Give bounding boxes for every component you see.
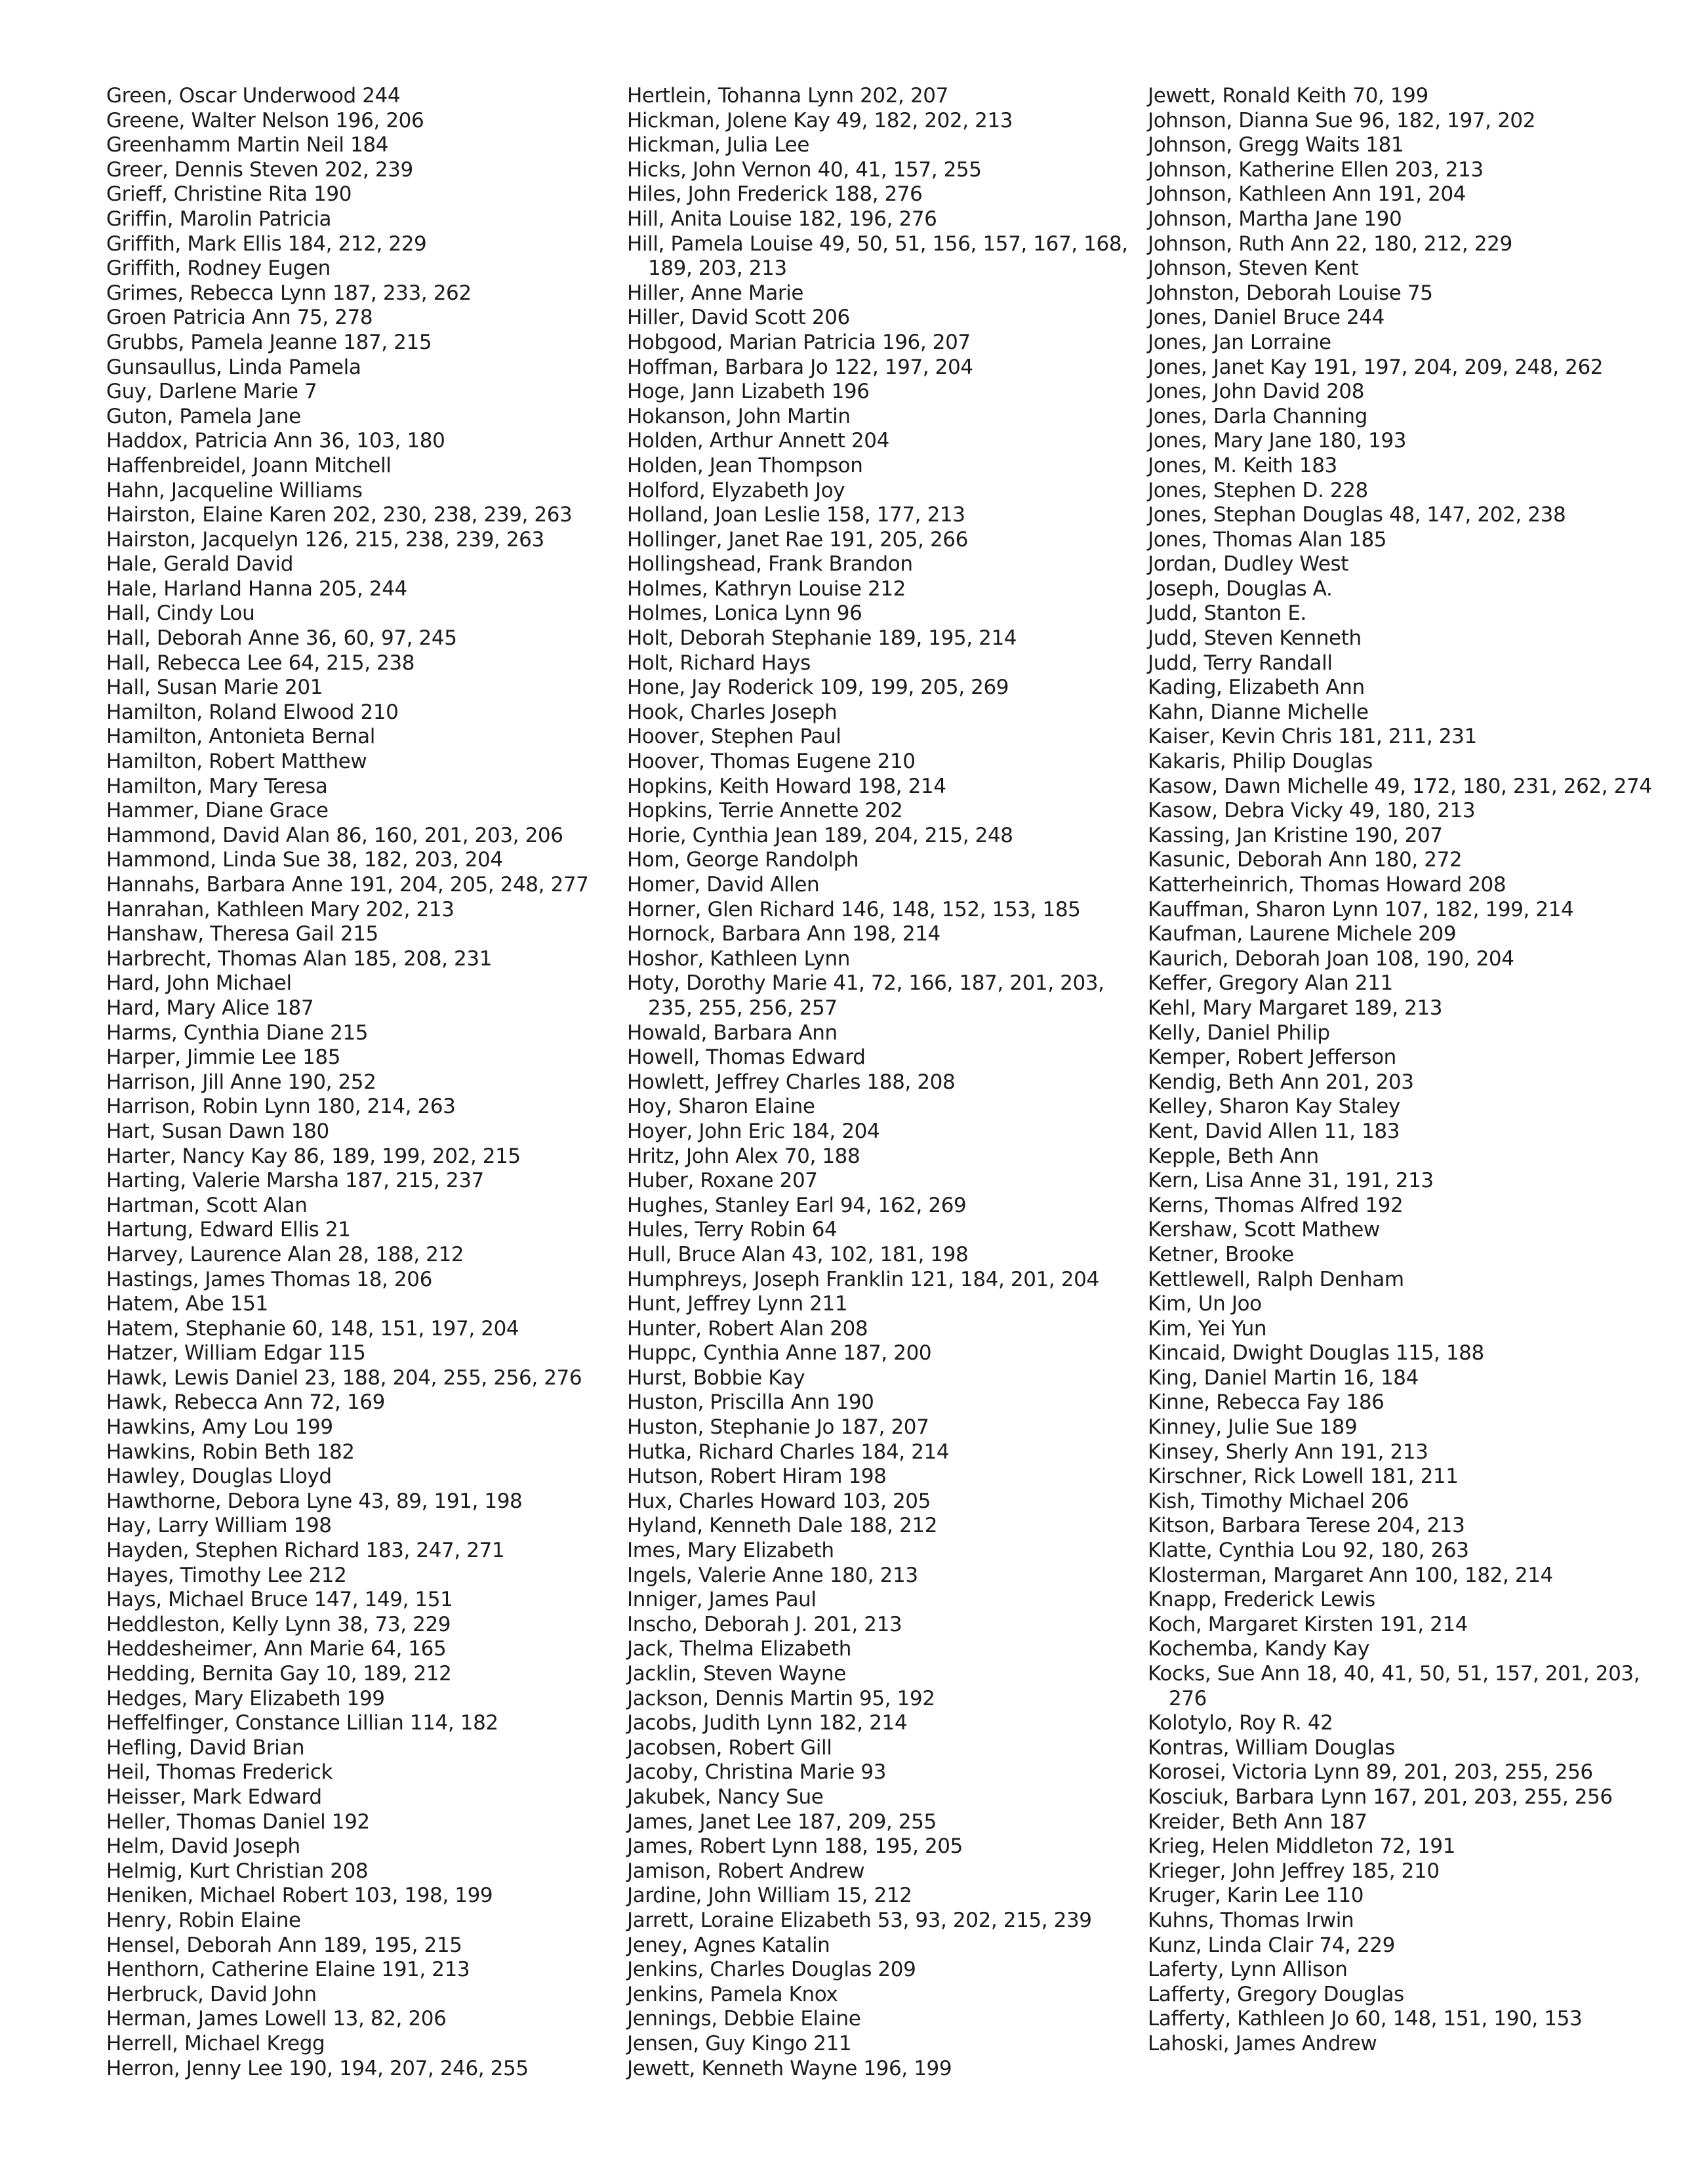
index-entry: Knapp, Frederick Lewis <box>1148 1588 1375 1612</box>
index-entry: Jacobsen, Robert Gill <box>627 1735 832 1760</box>
index-entry: Herrell, Michael Kregg <box>106 2031 325 2055</box>
index-entry: Kepple, Beth Ann <box>1148 1144 1319 1168</box>
index-entry: Hoy, Sharon Elaine <box>627 1095 815 1119</box>
index-entry: Hammond, David Alan 86, 160, 201, 203, 206 <box>106 823 563 847</box>
index-entry: Jones, Daniel Bruce 244 <box>1148 306 1385 330</box>
index-entry: Kasow, Dawn Michelle 49, 172, 180, 231, 262, 274 <box>1148 774 1652 798</box>
index-entry: Katterheinrich, Thomas Howard 208 <box>1148 873 1506 897</box>
index-entry: Kim, Yei Yun <box>1148 1316 1267 1341</box>
index-entry: Johnson, Martha Jane 190 <box>1148 207 1402 231</box>
index-entry: Haffenbreidel, Joann Mitchell <box>106 453 392 477</box>
index-entry: Hamilton, Mary Teresa <box>106 774 328 798</box>
index-entry: Jewett, Ronald Keith 70, 199 <box>1148 84 1428 108</box>
index-entry: Jones, Stephan Douglas 48, 147, 202, 238 <box>1148 503 1566 527</box>
index-entry: Lafferty, Gregory Douglas <box>1148 1982 1404 2006</box>
index-entry: Hartman, Scott Alan <box>106 1193 308 1217</box>
index-entry: Hannahs, Barbara Anne 191, 204, 205, 248, 277 <box>106 873 589 897</box>
index-entry: Homer, David Allen <box>627 873 820 897</box>
index-entry: Hritz, John Alex 70, 188 <box>627 1144 860 1168</box>
index-entry: King, Daniel Martin 16, 184 <box>1148 1365 1419 1390</box>
index-entry: Hull, Bruce Alan 43, 102, 181, 198 <box>627 1242 969 1266</box>
index-entry: Jeney, Agnes Katalin <box>627 1933 830 1957</box>
index-entry: Hoyer, John Eric 184, 204 <box>627 1119 880 1143</box>
index-entry: Kuhns, Thomas Irwin <box>1148 1908 1354 1932</box>
index-entry: Jones, Darla Channing <box>1148 404 1367 428</box>
index-entry: Harvey, Laurence Alan 28, 188, 212 <box>106 1242 464 1266</box>
index-entry: Kirschner, Rick Lowell 181, 211 <box>1148 1465 1459 1489</box>
index-entry: Heddleston, Kelly Lynn 38, 73, 229 <box>106 1612 451 1636</box>
index-entry: Hale, Gerald David <box>106 552 293 576</box>
index-entry: Kosciuk, Barbara Lynn 167, 201, 203, 255, 256 <box>1148 1785 1613 1809</box>
index-entry: Kolotylo, Roy R. 42 <box>1148 1711 1333 1735</box>
index-entry: James, Janet Lee 187, 209, 255 <box>627 1810 937 1834</box>
index-entry: Kerns, Thomas Alfred 192 <box>1148 1193 1404 1217</box>
index-entry: Jacobs, Judith Lynn 182, 214 <box>627 1711 908 1735</box>
index-entry: Kish, Timothy Michael 206 <box>1148 1489 1409 1513</box>
index-entry: Imes, Mary Elizabeth <box>627 1539 834 1563</box>
index-entry: Jack, Thelma Elizabeth <box>627 1637 851 1661</box>
index-entry: Kaiser, Kevin Chris 181, 211, 231 <box>1148 725 1477 749</box>
index-entry: Jenkins, Charles Douglas 209 <box>627 1958 916 1982</box>
index-entry: Jones, Stephen D. 228 <box>1148 478 1368 502</box>
index-entry: Kasow, Debra Vicky 49, 180, 213 <box>1148 799 1476 823</box>
index-entry: Laferty, Lynn Allison <box>1148 1958 1348 1982</box>
index-entry: Horie, Cynthia Jean 189, 204, 215, 248 <box>627 823 1013 847</box>
index-entry: James, Robert Lynn 188, 195, 205 <box>627 1834 963 1859</box>
index-entry: Inniger, James Paul <box>627 1588 817 1612</box>
index-entry: Hartung, Edward Ellis 21 <box>106 1218 351 1242</box>
index-entry: Hickman, Julia Lee <box>627 133 810 157</box>
index-entry: Howald, Barbara Ann <box>627 1021 838 1045</box>
index-entry: Lafferty, Kathleen Jo 60, 148, 151, 190, 153 <box>1148 2007 1583 2031</box>
index-entry: Helm, David Joseph <box>106 1834 300 1859</box>
index-entry: Kauffman, Sharon Lynn 107, 182, 199, 214 <box>1148 897 1574 921</box>
index-entry: Holford, Elyzabeth Joy <box>627 478 845 502</box>
index-entry: Johnson, Katherine Ellen 203, 213 <box>1148 157 1484 182</box>
index-entry: Jakubek, Nancy Sue <box>627 1785 824 1809</box>
index-entry: Johnson, Dianna Sue 96, 182, 197, 202 <box>1148 108 1536 132</box>
index-entry: Grieff, Christine Rita 190 <box>106 182 352 207</box>
index-entry: Heffelfinger, Constance Lillian 114, 182 <box>106 1711 498 1735</box>
index-entry: Hall, Susan Marie 201 <box>106 676 323 700</box>
index-entry: Hiles, John Frederick 188, 276 <box>627 182 923 207</box>
index-entry: Johnson, Ruth Ann 22, 180, 212, 229 <box>1148 232 1512 256</box>
index-entry: Jardine, John William 15, 212 <box>627 1884 912 1908</box>
index-entry: Kehl, Mary Margaret 189, 213 <box>1148 996 1443 1020</box>
index-entry: Hobgood, Marian Patricia 196, 207 <box>627 330 971 354</box>
index-entry: Holmes, Kathryn Louise 212 <box>627 576 906 601</box>
index-entry: Jackson, Dennis Martin 95, 192 <box>627 1686 935 1710</box>
index-entry: Hiller, David Scott 206 <box>627 306 850 330</box>
index-entry: Hook, Charles Joseph <box>627 700 838 724</box>
index-entry: Johnson, Kathleen Ann 191, 204 <box>1148 182 1466 207</box>
index-entry: Grimes, Rebecca Lynn 187, 233, 262 <box>106 281 472 305</box>
index-entry: Hawkins, Amy Lou 199 <box>106 1415 333 1440</box>
index-entry: Hoover, Stephen Paul <box>627 725 841 749</box>
index-entry: Greenhamm Martin Neil 184 <box>106 133 389 157</box>
index-entry: Hill, Anita Louise 182, 196, 276 <box>627 207 937 231</box>
index-entry: Hayes, Timothy Lee 212 <box>106 1563 347 1587</box>
index-entry: Kelly, Daniel Philip <box>1148 1021 1330 1045</box>
index-entry: Kassing, Jan Kristine 190, 207 <box>1148 823 1443 847</box>
index-entry: Guy, Darlene Marie 7 <box>106 380 317 404</box>
index-entry: Huppc, Cynthia Anne 187, 200 <box>627 1341 932 1365</box>
index-entry: Gunsaullus, Linda Pamela <box>106 355 361 379</box>
index-entry: Hawk, Lewis Daniel 23, 188, 204, 255, 256, 276 <box>106 1365 582 1390</box>
index-entry: Jones, Mary Jane 180, 193 <box>1148 429 1407 453</box>
index-entry: Hurst, Bobbie Kay <box>627 1365 805 1390</box>
index-entry: Hastings, James Thomas 18, 206 <box>106 1267 432 1291</box>
index-entry: Jacklin, Steven Wayne <box>627 1662 846 1686</box>
index-entry: Hahn, Jacqueline Williams <box>106 478 363 502</box>
index-entry: Hornock, Barbara Ann 198, 214 <box>627 922 940 946</box>
index-entry: Johnson, Gregg Waits 181 <box>1148 133 1404 157</box>
index-entry: Judd, Steven Kenneth <box>1148 626 1362 651</box>
index-entry: Kincaid, Dwight Douglas 115, 188 <box>1148 1341 1484 1365</box>
index-entry: Kaurich, Deborah Joan 108, 190, 204 <box>1148 946 1514 971</box>
index-entry: Guton, Pamela Jane <box>106 404 301 428</box>
index-entry: Heisser, Mark Edward <box>106 1785 322 1809</box>
index-entry: Hicks, John Vernon 40, 41, 157, 255 <box>627 157 982 182</box>
index-entry: Hamilton, Antonieta Bernal <box>106 725 375 749</box>
index-entry: Hamilton, Robert Matthew <box>106 750 367 774</box>
index-entry: Horner, Glen Richard 146, 148, 152, 153, 185 <box>627 897 1081 921</box>
index-entry: Hawkins, Robin Beth 182 <box>106 1440 355 1464</box>
index-entry: Johnson, Steven Kent <box>1148 256 1359 281</box>
index-entry: Kitson, Barbara Terese 204, 213 <box>1148 1514 1465 1538</box>
index-column-1 <box>106 84 605 2081</box>
index-entry: Harrison, Jill Anne 190, 252 <box>106 1070 376 1094</box>
index-entry: Hoshor, Kathleen Lynn <box>627 946 851 971</box>
index-entry: Hoffman, Barbara Jo 122, 197, 204 <box>627 355 973 379</box>
index-entry: Hughes, Stanley Earl 94, 162, 269 <box>627 1193 967 1217</box>
index-entry: Greer, Dennis Steven 202, 239 <box>106 157 413 182</box>
index-entry: Hokanson, John Martin <box>627 404 851 428</box>
index-entry: Judd, Stanton E. <box>1148 601 1306 626</box>
index-entry: Jones, Thomas Alan 185 <box>1148 527 1387 552</box>
index-entry: Jacoby, Christina Marie 93 <box>627 1760 887 1785</box>
index-entry: Johnston, Deborah Louise 75 <box>1148 281 1433 305</box>
index-entry: Hairston, Elaine Karen 202, 230, 238, 239, 263 <box>106 503 573 527</box>
index-entry: Griffith, Rodney Eugen <box>106 256 331 281</box>
index-entry: Kochemba, Kandy Kay <box>1148 1637 1369 1661</box>
index-entry: Kern, Lisa Anne 31, 191, 213 <box>1148 1169 1434 1193</box>
index-entry: Hoty, Dorothy Marie 41, 72, 166, 187, 201, 203, 235, 255, 256, 257 <box>627 971 1104 1020</box>
index-entry: Hawley, Douglas Lloyd <box>106 1465 332 1489</box>
index-entry: Jones, John David 208 <box>1148 380 1365 404</box>
index-entry: Jenkins, Pamela Knox <box>627 1982 838 2006</box>
index-entry: Haddox, Patricia Ann 36, 103, 180 <box>106 429 445 453</box>
index-entry: Kemper, Robert Jefferson <box>1148 1045 1396 1070</box>
index-entry: Herman, James Lowell 13, 82, 206 <box>106 2007 447 2031</box>
index-entry: Hedges, Mary Elizabeth 199 <box>106 1686 385 1710</box>
index-entry: Hone, Jay Roderick 109, 199, 205, 269 <box>627 676 1009 700</box>
index-entry: Klosterman, Margaret Ann 100, 182, 214 <box>1148 1563 1553 1587</box>
index-entry: Heddesheimer, Ann Marie 64, 165 <box>106 1637 447 1661</box>
index-entry: Groen Patricia Ann 75, 278 <box>106 306 373 330</box>
index-entry: Hawk, Rebecca Ann 72, 169 <box>106 1390 385 1415</box>
index-entry: Hayden, Stephen Richard 183, 247, 271 <box>106 1539 505 1563</box>
index-entry: Judd, Terry Randall <box>1148 651 1333 675</box>
index-entry: Holden, Arthur Annett 204 <box>627 429 889 453</box>
index-entry: Krieg, Helen Middleton 72, 191 <box>1148 1834 1456 1859</box>
index-entry: Hom, George Randolph <box>627 848 859 872</box>
index-entry: Kinne, Rebecca Fay 186 <box>1148 1390 1385 1415</box>
index-entry: Hefling, David Brian <box>106 1735 305 1760</box>
index-entry: Holmes, Lonica Lynn 96 <box>627 601 862 626</box>
index-entry: Hollingshead, Frank Brandon <box>627 552 913 576</box>
index-entry: Kendig, Beth Ann 201, 203 <box>1148 1070 1414 1094</box>
index-entry: Hamilton, Roland Elwood 210 <box>106 700 399 724</box>
index-entry: Hyland, Kenneth Dale 188, 212 <box>627 1514 938 1538</box>
index-entry: Harbrecht, Thomas Alan 185, 208, 231 <box>106 946 493 971</box>
index-entry: Kontras, William Douglas <box>1148 1735 1395 1760</box>
index-entry: Kading, Elizabeth Ann <box>1148 676 1365 700</box>
index-entry: Hale, Harland Hanna 205, 244 <box>106 576 407 601</box>
index-entry: Keffer, Gregory Alan 211 <box>1148 971 1393 996</box>
index-entry: Hickman, Jolene Kay 49, 182, 202, 213 <box>627 108 1013 132</box>
index-entry: Hux, Charles Howard 103, 205 <box>627 1489 931 1513</box>
index-entry: Holden, Jean Thompson <box>627 453 863 477</box>
index-entry: Kettlewell, Ralph Denham <box>1148 1267 1404 1291</box>
index-entry: Griffith, Mark Ellis 184, 212, 229 <box>106 232 427 256</box>
index-entry: Hollinger, Janet Rae 191, 205, 266 <box>627 527 968 552</box>
index-entry: Greene, Walter Nelson 196, 206 <box>106 108 424 132</box>
index-entry: Hutka, Richard Charles 184, 214 <box>627 1440 950 1464</box>
index-entry: Krieger, John Jeffrey 185, 210 <box>1148 1859 1440 1883</box>
index-entry: Kim, Un Joo <box>1148 1292 1262 1316</box>
index-entry: Kent, David Allen 11, 183 <box>1148 1119 1400 1143</box>
index-entry: Koch, Margaret Kirsten 191, 214 <box>1148 1612 1468 1636</box>
index-entry: Kinney, Julie Sue 189 <box>1148 1415 1358 1440</box>
index-entry: Hawthorne, Debora Lyne 43, 89, 191, 198 <box>106 1489 523 1513</box>
index-entry: Howlett, Jeffrey Charles 188, 208 <box>627 1070 956 1094</box>
index-entry: Holland, Joan Leslie 158, 177, 213 <box>627 503 965 527</box>
index-entry: Hatem, Abe 151 <box>106 1292 268 1316</box>
index-entry: Hunter, Robert Alan 208 <box>627 1316 868 1341</box>
index-entry: Jennings, Debbie Elaine <box>627 2007 861 2031</box>
index-entry: Hoge, Jann Lizabeth 196 <box>627 380 870 404</box>
index-entry: Hill, Pamela Louise 49, 50, 51, 156, 157, 167, 168, 189, 203, 213 <box>627 232 1128 281</box>
index-entry: Hanshaw, Theresa Gail 215 <box>106 922 378 946</box>
index-entry: Hules, Terry Robin 64 <box>627 1218 838 1242</box>
index-entry: Hammond, Linda Sue 38, 182, 203, 204 <box>106 848 503 872</box>
index-entry: Humphreys, Joseph Franklin 121, 184, 201, 204 <box>627 1267 1099 1291</box>
index-entry: Kershaw, Scott Mathew <box>1148 1218 1380 1242</box>
index-entry: Hart, Susan Dawn 180 <box>106 1119 329 1143</box>
index-entry: Ketner, Brooke <box>1148 1242 1294 1266</box>
index-entry: Harper, Jimmie Lee 185 <box>106 1045 341 1070</box>
index-entry: Holt, Deborah Stephanie 189, 195, 214 <box>627 626 1017 651</box>
index-entry: Lahoski, James Andrew <box>1148 2031 1377 2055</box>
index-entry: Heil, Thomas Frederick <box>106 1760 333 1785</box>
index-entry: Jewett, Kenneth Wayne 196, 199 <box>627 2056 952 2080</box>
index-entry: Hall, Cindy Lou <box>106 601 255 626</box>
index-entry: Howell, Thomas Edward <box>627 1045 866 1070</box>
index-entry: Helmig, Kurt Christian 208 <box>106 1859 369 1883</box>
index-entry: Heniken, Michael Robert 103, 198, 199 <box>106 1884 493 1908</box>
index-entry: Korosei, Victoria Lynn 89, 201, 203, 255, 256 <box>1148 1760 1593 1785</box>
index-entry: Green, Oscar Underwood 244 <box>106 84 401 108</box>
index-entry: Herron, Jenny Lee 190, 194, 207, 246, 255 <box>106 2056 529 2080</box>
index-entry: Jones, Janet Kay 191, 197, 204, 209, 248, 262 <box>1148 355 1604 379</box>
index-entry: Joseph, Douglas A. <box>1148 576 1333 601</box>
index-entry: Jones, M. Keith 183 <box>1148 453 1337 477</box>
index-entry: Grubbs, Pamela Jeanne 187, 215 <box>106 330 432 354</box>
index-entry: Jamison, Robert Andrew <box>627 1859 865 1883</box>
index-entry: Hatem, Stephanie 60, 148, 151, 197, 204 <box>106 1316 519 1341</box>
index-entry: Hopkins, Keith Howard 198, 214 <box>627 774 946 798</box>
index-entry: Hunt, Jeffrey Lynn 211 <box>627 1292 848 1316</box>
index-entry: Klatte, Cynthia Lou 92, 180, 263 <box>1148 1539 1469 1563</box>
index-entry: Huston, Priscilla Ann 190 <box>627 1390 874 1415</box>
index-entry: Hay, Larry William 198 <box>106 1514 332 1538</box>
index-entry: Kaufman, Laurene Michele 209 <box>1148 922 1457 946</box>
index-entry: Heller, Thomas Daniel 192 <box>106 1810 370 1834</box>
index-entry: Kakaris, Philip Douglas <box>1148 750 1373 774</box>
index-entry: Jensen, Guy Kingo 211 <box>627 2031 852 2055</box>
index-entry: Hairston, Jacquelyn 126, 215, 238, 239, 263 <box>106 527 544 552</box>
index-entry: Ingels, Valerie Anne 180, 213 <box>627 1563 918 1587</box>
index-entry: Kreider, Beth Ann 187 <box>1148 1810 1367 1834</box>
index-entry: Harting, Valerie Marsha 187, 215, 237 <box>106 1169 484 1193</box>
index-entry: Hall, Deborah Anne 36, 60, 97, 245 <box>106 626 457 651</box>
index-entry: Jarrett, Loraine Elizabeth 53, 93, 202, 215, 239 <box>627 1908 1092 1932</box>
index-entry: Henthorn, Catherine Elaine 191, 213 <box>106 1958 470 1982</box>
index-entry: Hopkins, Terrie Annette 202 <box>627 799 903 823</box>
index-entry: Jones, Jan Lorraine <box>1148 330 1331 354</box>
index-entry: Huston, Stephanie Jo 187, 207 <box>627 1415 929 1440</box>
index-entry: Hanrahan, Kathleen Mary 202, 213 <box>106 897 455 921</box>
index-entry: Hoover, Thomas Eugene 210 <box>627 750 916 774</box>
index-entry: Hiller, Anne Marie <box>627 281 804 305</box>
index-entry: Hensel, Deborah Ann 189, 195, 215 <box>106 1933 462 1957</box>
index-entry: Huber, Roxane 207 <box>627 1169 818 1193</box>
index-entry: Harter, Nancy Kay 86, 189, 199, 202, 215 <box>106 1144 521 1168</box>
index-entry: Griffin, Marolin Patricia <box>106 207 332 231</box>
index-entry: Herbruck, David John <box>106 1982 317 2006</box>
index-entry: Harms, Cynthia Diane 215 <box>106 1021 369 1045</box>
index-entry: Kasunic, Deborah Ann 180, 272 <box>1148 848 1463 872</box>
index-entry: Kunz, Linda Clair 74, 229 <box>1148 1933 1395 1957</box>
index-entry: Hall, Rebecca Lee 64, 215, 238 <box>106 651 415 675</box>
index-entry: Kelley, Sharon Kay Staley <box>1148 1095 1400 1119</box>
index-column-2 <box>627 84 1132 2081</box>
index-entry: Kinsey, Sherly Ann 191, 213 <box>1148 1440 1428 1464</box>
index-entry: Hutson, Robert Hiram 198 <box>627 1465 887 1489</box>
index-column-3 <box>1148 84 1672 2057</box>
index-entry: Hatzer, William Edgar 115 <box>106 1341 366 1365</box>
index-entry: Kocks, Sue Ann 18, 40, 41, 50, 51, 157, 201, 203, 276 <box>1148 1662 1640 1710</box>
index-entry: Hard, Mary Alice 187 <box>106 996 314 1020</box>
index-entry: Hedding, Bernita Gay 10, 189, 212 <box>106 1662 452 1686</box>
index-entry: Hammer, Diane Grace <box>106 799 329 823</box>
index-entry: Harrison, Robin Lynn 180, 214, 263 <box>106 1095 456 1119</box>
index-entry: Henry, Robin Elaine <box>106 1908 301 1932</box>
index-entry: Hertlein, Tohanna Lynn 202, 207 <box>627 84 948 108</box>
index-entry: Inscho, Deborah J. 201, 213 <box>627 1612 902 1636</box>
index-entry: Jordan, Dudley West <box>1148 552 1349 576</box>
index-entry: Hays, Michael Bruce 147, 149, 151 <box>106 1588 453 1612</box>
index-entry: Kahn, Dianne Michelle <box>1148 700 1369 724</box>
index-entry: Holt, Richard Hays <box>627 651 811 675</box>
index-entry: Hard, John Michael <box>106 971 292 996</box>
index-entry: Kruger, Karin Lee 110 <box>1148 1884 1364 1908</box>
